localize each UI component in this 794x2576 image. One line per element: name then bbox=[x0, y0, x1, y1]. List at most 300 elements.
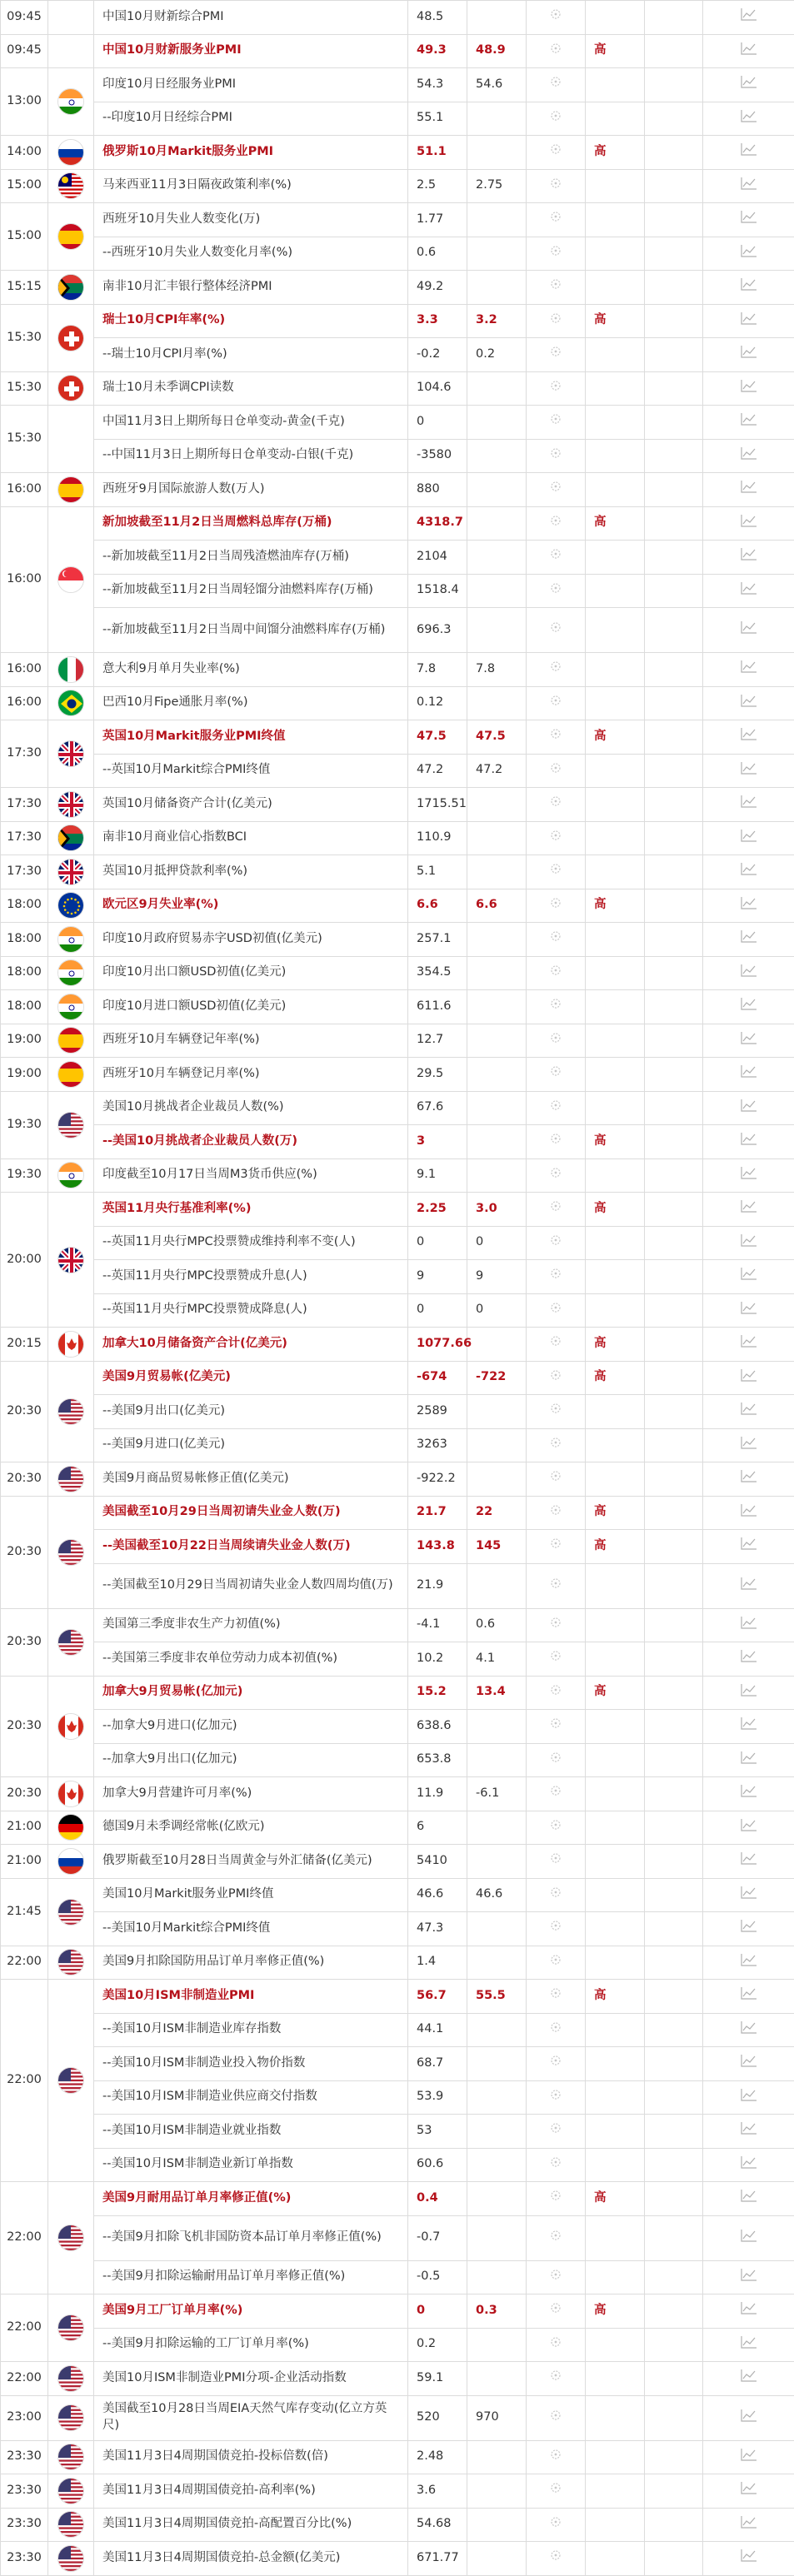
line-chart-icon[interactable] bbox=[741, 1953, 757, 1966]
line-chart-icon[interactable] bbox=[741, 1503, 757, 1517]
importance-dot-icon bbox=[550, 1506, 562, 1519]
chart-link[interactable] bbox=[703, 2440, 794, 2474]
event-name[interactable]: 美国11月3日4周期国债竞拍-高配置百分比(%) bbox=[94, 2508, 408, 2542]
line-chart-icon[interactable] bbox=[741, 2369, 757, 2382]
line-chart-icon[interactable] bbox=[741, 1402, 757, 1415]
event-name[interactable]: 俄罗斯截至10月28日当周黄金与外汇储备(亿美元) bbox=[94, 1845, 408, 1879]
line-chart-icon[interactable] bbox=[741, 581, 757, 595]
chart-link[interactable] bbox=[703, 1260, 794, 1294]
line-chart-icon[interactable] bbox=[741, 1334, 757, 1348]
chart-link[interactable] bbox=[703, 1811, 794, 1845]
actual-value: 68.7 bbox=[408, 2047, 467, 2081]
line-chart-icon[interactable] bbox=[741, 7, 757, 21]
forecast-value bbox=[467, 2508, 527, 2542]
event-name[interactable]: 美国11月3日4周期国债竞拍-高利率(%) bbox=[94, 2474, 408, 2509]
event-name[interactable]: 美国截至10月29日当周初请失业金人数(万) bbox=[94, 1496, 408, 1530]
line-chart-icon[interactable] bbox=[741, 1851, 757, 1865]
actual-value: 21.9 bbox=[408, 1563, 467, 1608]
event-name[interactable]: 美国9月扣除国防用品订单月率修正值(%) bbox=[94, 1946, 408, 1980]
event-name[interactable]: --西班牙10月失业人数变化月率(%) bbox=[94, 237, 408, 271]
country-cell bbox=[48, 2362, 94, 2396]
chart-link[interactable] bbox=[703, 2294, 794, 2329]
actual-value: 2.25 bbox=[408, 1193, 467, 1227]
event-name[interactable]: 新加坡截至11月2日当周燃料总库存(万桶) bbox=[94, 506, 408, 541]
event-name[interactable]: --美国10月ISM非制造业新订单指数 bbox=[94, 2148, 408, 2182]
chart-link[interactable] bbox=[703, 608, 794, 653]
importance-indicator bbox=[527, 889, 586, 923]
line-chart-icon[interactable] bbox=[741, 2020, 757, 2034]
actual-value: 46.6 bbox=[408, 1878, 467, 1912]
chart-link[interactable] bbox=[703, 68, 794, 102]
chart-link[interactable] bbox=[703, 1193, 794, 1227]
chart-link[interactable] bbox=[703, 1428, 794, 1462]
importance-dot-icon bbox=[550, 179, 562, 192]
line-chart-icon[interactable] bbox=[741, 177, 757, 190]
line-chart-icon[interactable] bbox=[741, 311, 757, 325]
table-row bbox=[1, 1563, 794, 1608]
chart-link[interactable] bbox=[703, 2148, 794, 2182]
chart-link[interactable] bbox=[703, 136, 794, 170]
importance-label bbox=[586, 686, 645, 720]
event-name[interactable]: 英国10月Markit服务业PMI终值 bbox=[94, 720, 408, 755]
event-name[interactable]: 印度截至10月17日当周M3货币供应(%) bbox=[94, 1158, 408, 1193]
importance-indicator bbox=[527, 541, 586, 575]
actual-value: 44.1 bbox=[408, 2013, 467, 2047]
chart-link[interactable] bbox=[703, 2474, 794, 2509]
za-flag-icon bbox=[57, 274, 84, 301]
chart-link[interactable] bbox=[703, 506, 794, 541]
line-chart-icon[interactable] bbox=[741, 1166, 757, 1179]
chart-link[interactable] bbox=[703, 2080, 794, 2115]
event-name[interactable]: 美国9月工厂订单月率(%) bbox=[94, 2294, 408, 2329]
event-name[interactable]: 中国11月3日上期所每日仓单变动-黄金(千克) bbox=[94, 406, 408, 440]
actual-value: 0 bbox=[408, 1293, 467, 1328]
importance-indicator bbox=[527, 34, 586, 68]
line-chart-icon[interactable] bbox=[741, 547, 757, 561]
chart-link[interactable] bbox=[703, 754, 794, 788]
chart-link[interactable] bbox=[703, 1125, 794, 1159]
line-chart-icon[interactable] bbox=[741, 862, 757, 875]
line-chart-icon[interactable] bbox=[741, 2121, 757, 2135]
event-name[interactable]: 加拿大9月营建许可月率(%) bbox=[94, 1777, 408, 1811]
event-name[interactable]: 瑞士10月CPI年率(%) bbox=[94, 304, 408, 338]
chart-link[interactable] bbox=[703, 338, 794, 372]
chart-link[interactable] bbox=[703, 1642, 794, 1677]
forecast-value bbox=[467, 541, 527, 575]
event-name[interactable]: 马来西亚11月3日隔夜政策利率(%) bbox=[94, 169, 408, 203]
event-name[interactable]: --新加坡截至11月2日当周中间馏分油燃料库存(万桶) bbox=[94, 608, 408, 653]
line-chart-icon[interactable] bbox=[741, 480, 757, 493]
chart-link[interactable] bbox=[703, 2047, 794, 2081]
event-name[interactable]: 英国10月储备资产合计(亿美元) bbox=[94, 788, 408, 822]
empty-cell bbox=[645, 2395, 703, 2440]
event-name[interactable]: --美国10月挑战者企业裁员人数(万) bbox=[94, 1125, 408, 1159]
event-name[interactable]: 加拿大9月贸易帐(亿加元) bbox=[94, 1676, 408, 1710]
importance-indicator bbox=[527, 304, 586, 338]
event-name[interactable]: --瑞士10月CPI月率(%) bbox=[94, 338, 408, 372]
event-name[interactable]: --加拿大9月出口(亿加元) bbox=[94, 1743, 408, 1777]
chart-link[interactable] bbox=[703, 2215, 794, 2260]
event-name[interactable]: 美国11月3日4周期国债竞拍-投标倍数(倍) bbox=[94, 2440, 408, 2474]
chart-link[interactable] bbox=[703, 1024, 794, 1058]
line-chart-icon[interactable] bbox=[741, 1436, 757, 1449]
chart-link[interactable] bbox=[703, 686, 794, 720]
line-chart-icon[interactable] bbox=[741, 1099, 757, 1112]
country-cell bbox=[48, 1878, 94, 1946]
chart-link[interactable] bbox=[703, 203, 794, 237]
importance-indicator bbox=[527, 1980, 586, 2014]
line-chart-icon[interactable] bbox=[741, 997, 757, 1010]
line-chart-icon[interactable] bbox=[741, 2448, 757, 2461]
event-name[interactable]: --美国9月进口(亿美元) bbox=[94, 1428, 408, 1462]
event-name[interactable]: --美国10月ISM非制造业就业指数 bbox=[94, 2115, 408, 2149]
event-name[interactable]: --英国10月Markit综合PMI终值 bbox=[94, 754, 408, 788]
importance-dot-icon bbox=[550, 212, 562, 226]
empty-cell bbox=[645, 1226, 703, 1260]
event-name[interactable]: --美国截至10月22日当周续请失业金人数(万) bbox=[94, 1530, 408, 1564]
chart-link[interactable] bbox=[703, 1395, 794, 1429]
event-name[interactable]: 印度10月进口额USD初值(亿美元) bbox=[94, 990, 408, 1024]
event-name[interactable]: 西班牙10月车辆登记月率(%) bbox=[94, 1058, 408, 1092]
line-chart-icon[interactable] bbox=[741, 1267, 757, 1280]
importance-dot-icon bbox=[550, 449, 562, 462]
event-name[interactable]: 美国10月ISM非制造业PMI分项-企业活动指数 bbox=[94, 2362, 408, 2396]
line-chart-icon[interactable] bbox=[741, 514, 757, 527]
line-chart-icon[interactable] bbox=[741, 2229, 757, 2242]
line-chart-icon[interactable] bbox=[741, 1683, 757, 1697]
chart-link[interactable] bbox=[703, 889, 794, 923]
chart-link[interactable] bbox=[703, 473, 794, 507]
importance-label bbox=[586, 1260, 645, 1294]
forecast-value: 54.6 bbox=[467, 68, 527, 102]
event-name[interactable]: 美国10月ISM非制造业PMI bbox=[94, 1980, 408, 2014]
event-name[interactable]: --中国11月3日上期所每日仓单变动-白银(千克) bbox=[94, 439, 408, 473]
event-name[interactable]: 加拿大10月储备资产合计(亿美元) bbox=[94, 1328, 408, 1362]
event-name[interactable]: 美国9月商品贸易帐修正值(亿美元) bbox=[94, 1462, 408, 1497]
line-chart-icon[interactable] bbox=[741, 277, 757, 291]
importance-dot-icon bbox=[550, 1404, 562, 1418]
line-chart-icon[interactable] bbox=[741, 1919, 757, 1932]
line-chart-icon[interactable] bbox=[741, 1132, 757, 1145]
chart-link[interactable] bbox=[703, 1845, 794, 1879]
line-chart-icon[interactable] bbox=[741, 727, 757, 740]
table-row bbox=[1, 2080, 794, 2115]
event-name[interactable]: 美国截至10月28日当周EIA天然气库存变动(亿立方英尺) bbox=[94, 2395, 408, 2440]
time-cell: 14:00 bbox=[1, 136, 48, 170]
chart-link[interactable] bbox=[703, 1158, 794, 1193]
chart-link[interactable] bbox=[703, 1608, 794, 1642]
event-name[interactable]: 印度10月政府贸易赤字USD初值(亿美元) bbox=[94, 923, 408, 957]
event-name[interactable]: 俄罗斯10月Markit服务业PMI bbox=[94, 136, 408, 170]
line-chart-icon[interactable] bbox=[741, 75, 757, 88]
chart-link[interactable] bbox=[703, 1361, 794, 1395]
chart-link[interactable] bbox=[703, 1496, 794, 1530]
chart-link[interactable] bbox=[703, 2260, 794, 2294]
chart-link[interactable] bbox=[703, 2182, 794, 2216]
chart-link[interactable] bbox=[703, 304, 794, 338]
chart-link[interactable] bbox=[703, 1226, 794, 1260]
table-row bbox=[1, 608, 794, 653]
event-name[interactable]: 西班牙10月车辆登记年率(%) bbox=[94, 1024, 408, 1058]
importance-indicator bbox=[527, 2362, 586, 2396]
chart-link[interactable] bbox=[703, 855, 794, 889]
chart-link[interactable] bbox=[703, 1091, 794, 1125]
line-chart-icon[interactable] bbox=[741, 1818, 757, 1831]
empty-cell bbox=[645, 2508, 703, 2542]
chart-link[interactable] bbox=[703, 653, 794, 687]
chart-link[interactable] bbox=[703, 821, 794, 855]
event-name[interactable]: 意大利9月单月失业率(%) bbox=[94, 653, 408, 687]
chart-link[interactable] bbox=[703, 1743, 794, 1777]
chart-link[interactable] bbox=[703, 102, 794, 136]
gb-flag-icon bbox=[57, 859, 84, 885]
event-name[interactable]: 印度10月日经服务业PMI bbox=[94, 68, 408, 102]
importance-label: 高 bbox=[586, 136, 645, 170]
line-chart-icon[interactable] bbox=[741, 829, 757, 842]
chart-link[interactable] bbox=[703, 2542, 794, 2576]
event-name[interactable]: --美国9月扣除运输耐用品订单月率修正值(%) bbox=[94, 2260, 408, 2294]
line-chart-icon[interactable] bbox=[741, 1649, 757, 1662]
line-chart-icon[interactable] bbox=[741, 1751, 757, 1764]
chart-link[interactable] bbox=[703, 2115, 794, 2149]
line-chart-icon[interactable] bbox=[741, 1577, 757, 1590]
event-name[interactable]: 德国9月未季调经常帐(亿欧元) bbox=[94, 1811, 408, 1845]
country-cell bbox=[48, 2182, 94, 2294]
country-cell bbox=[48, 304, 94, 371]
chart-link[interactable] bbox=[703, 2395, 794, 2440]
line-chart-icon[interactable] bbox=[741, 964, 757, 977]
line-chart-icon[interactable] bbox=[741, 795, 757, 808]
chart-link[interactable] bbox=[703, 2328, 794, 2362]
event-name[interactable]: 南非10月商业信心指数BCI bbox=[94, 821, 408, 855]
table-row bbox=[1, 1462, 794, 1497]
event-name[interactable]: 中国10月财新服务业PMI bbox=[94, 34, 408, 68]
event-name[interactable]: 美国第三季度非农生产力初值(%) bbox=[94, 1608, 408, 1642]
line-chart-icon[interactable] bbox=[741, 2189, 757, 2202]
line-chart-icon[interactable] bbox=[741, 1301, 757, 1314]
country-cell bbox=[48, 788, 94, 822]
line-chart-icon[interactable] bbox=[741, 210, 757, 223]
event-name[interactable]: 西班牙10月失业人数变化(万) bbox=[94, 203, 408, 237]
chart-link[interactable] bbox=[703, 2508, 794, 2542]
line-chart-icon[interactable] bbox=[741, 42, 757, 55]
chart-link[interactable] bbox=[703, 1530, 794, 1564]
chart-link[interactable] bbox=[703, 1293, 794, 1328]
event-name[interactable]: 中国10月财新综合PMI bbox=[94, 1, 408, 35]
event-name[interactable]: --美国截至10月29日当周初请失业金人数四周均值(万) bbox=[94, 1563, 408, 1608]
event-name[interactable]: --美国10月Markit综合PMI终值 bbox=[94, 1912, 408, 1946]
line-chart-icon[interactable] bbox=[741, 379, 757, 392]
event-name[interactable]: --美国10月ISM非制造业投入物价指数 bbox=[94, 2047, 408, 2081]
importance-label bbox=[586, 1710, 645, 1744]
forecast-value: 0 bbox=[467, 1293, 527, 1328]
time-cell: 18:00 bbox=[1, 956, 48, 990]
event-name[interactable]: 南非10月汇丰银行整体经济PMI bbox=[94, 271, 408, 305]
line-chart-icon[interactable] bbox=[741, 345, 757, 358]
chart-link[interactable] bbox=[703, 1980, 794, 2014]
line-chart-icon[interactable] bbox=[741, 694, 757, 707]
forecast-value bbox=[467, 203, 527, 237]
line-chart-icon[interactable] bbox=[741, 109, 757, 122]
line-chart-icon[interactable] bbox=[741, 1368, 757, 1382]
forecast-value bbox=[467, 1328, 527, 1362]
line-chart-icon[interactable] bbox=[741, 2054, 757, 2067]
forecast-value bbox=[467, 2328, 527, 2362]
country-cell bbox=[48, 2440, 94, 2474]
line-chart-icon[interactable] bbox=[741, 2515, 757, 2529]
line-chart-icon[interactable] bbox=[741, 1616, 757, 1629]
chart-link[interactable] bbox=[703, 720, 794, 755]
chart-link[interactable] bbox=[703, 1912, 794, 1946]
event-name[interactable]: --英国11月央行MPC投票赞成降息(人) bbox=[94, 1293, 408, 1328]
line-chart-icon[interactable] bbox=[741, 446, 757, 460]
chart-link[interactable] bbox=[703, 1777, 794, 1811]
chart-link[interactable] bbox=[703, 406, 794, 440]
importance-dot-icon bbox=[550, 2338, 562, 2351]
event-name[interactable]: --印度10月日经综合PMI bbox=[94, 102, 408, 136]
time-cell: 18:00 bbox=[1, 889, 48, 923]
line-chart-icon[interactable] bbox=[741, 896, 757, 909]
event-name[interactable]: --美国第三季度非农单位劳动力成本初值(%) bbox=[94, 1642, 408, 1677]
line-chart-icon[interactable] bbox=[741, 142, 757, 156]
chart-link[interactable] bbox=[703, 574, 794, 608]
country-cell bbox=[48, 1676, 94, 1777]
event-name[interactable]: 美国10月Markit服务业PMI终值 bbox=[94, 1878, 408, 1912]
event-name[interactable]: --美国10月ISM非制造业供应商交付指数 bbox=[94, 2080, 408, 2115]
importance-dot-icon bbox=[550, 1168, 562, 1182]
chart-link[interactable] bbox=[703, 169, 794, 203]
table-row bbox=[1, 371, 794, 406]
chart-link[interactable] bbox=[703, 1563, 794, 1608]
table-row bbox=[1, 1608, 794, 1642]
time-cell: 09:45 bbox=[1, 1, 48, 35]
event-name[interactable]: 美国11月3日4周期国债竞拍-总金额(亿美元) bbox=[94, 2542, 408, 2576]
event-name[interactable]: --加拿大9月进口(亿加元) bbox=[94, 1710, 408, 1744]
event-name[interactable]: 美国9月贸易帐(亿美元) bbox=[94, 1361, 408, 1395]
chart-link[interactable] bbox=[703, 1710, 794, 1744]
line-chart-icon[interactable] bbox=[741, 620, 757, 634]
time-cell: 20:30 bbox=[1, 1462, 48, 1497]
event-name[interactable]: 欧元区9月失业率(%) bbox=[94, 889, 408, 923]
event-name[interactable]: --新加坡截至11月2日当周残渣燃油库存(万桶) bbox=[94, 541, 408, 575]
line-chart-icon[interactable] bbox=[741, 660, 757, 673]
line-chart-icon[interactable] bbox=[741, 929, 757, 943]
event-name[interactable]: --美国9月扣除运输的工厂订单月率(%) bbox=[94, 2328, 408, 2362]
line-chart-icon[interactable] bbox=[741, 1064, 757, 1078]
event-name[interactable]: 西班牙9月国际旅游人数(万人) bbox=[94, 473, 408, 507]
importance-label: 高 bbox=[586, 1980, 645, 2014]
chart-link[interactable] bbox=[703, 1058, 794, 1092]
line-chart-icon[interactable] bbox=[741, 761, 757, 775]
chart-link[interactable] bbox=[703, 34, 794, 68]
importance-label bbox=[586, 608, 645, 653]
chart-link[interactable] bbox=[703, 2013, 794, 2047]
line-chart-icon[interactable] bbox=[741, 2268, 757, 2281]
event-name[interactable]: --新加坡截至11月2日当周轻馏分油燃料库存(万桶) bbox=[94, 574, 408, 608]
actual-value: 55.1 bbox=[408, 102, 467, 136]
event-name[interactable]: --英国11月央行MPC投票赞成升息(人) bbox=[94, 1260, 408, 1294]
actual-value: 354.5 bbox=[408, 956, 467, 990]
chart-link[interactable] bbox=[703, 439, 794, 473]
empty-cell bbox=[645, 574, 703, 608]
chart-link[interactable] bbox=[703, 371, 794, 406]
actual-value: 1.4 bbox=[408, 1946, 467, 1980]
time-cell: 16:00 bbox=[1, 653, 48, 687]
line-chart-icon[interactable] bbox=[741, 2409, 757, 2422]
country-cell bbox=[48, 2294, 94, 2362]
event-name[interactable]: --美国10月ISM非制造业库存指数 bbox=[94, 2013, 408, 2047]
importance-dot-icon bbox=[550, 77, 562, 91]
chart-link[interactable] bbox=[703, 1676, 794, 1710]
chart-link[interactable] bbox=[703, 1462, 794, 1497]
event-name[interactable]: 瑞士10月未季调CPI读数 bbox=[94, 371, 408, 406]
line-chart-icon[interactable] bbox=[741, 2335, 757, 2349]
forecast-value bbox=[467, 271, 527, 305]
event-name[interactable]: 巴西10月Fipe通胀月率(%) bbox=[94, 686, 408, 720]
line-chart-icon[interactable] bbox=[741, 2155, 757, 2169]
time-cell: 17:30 bbox=[1, 821, 48, 855]
chart-link[interactable] bbox=[703, 1328, 794, 1362]
line-chart-icon[interactable] bbox=[741, 244, 757, 257]
line-chart-icon[interactable] bbox=[741, 1031, 757, 1044]
event-name[interactable]: 印度10月出口额USD初值(亿美元) bbox=[94, 956, 408, 990]
chart-link[interactable] bbox=[703, 788, 794, 822]
event-name[interactable]: --美国9月出口(亿美元) bbox=[94, 1395, 408, 1429]
us-flag-icon bbox=[57, 2478, 84, 2504]
line-chart-icon[interactable] bbox=[741, 1469, 757, 1482]
line-chart-icon[interactable] bbox=[741, 1233, 757, 1247]
event-name[interactable]: 英国10月抵押贷款利率(%) bbox=[94, 855, 408, 889]
line-chart-icon[interactable] bbox=[741, 2088, 757, 2101]
event-name[interactable]: 美国10月挑战者企业裁员人数(%) bbox=[94, 1091, 408, 1125]
line-chart-icon[interactable] bbox=[741, 1537, 757, 1550]
chart-link[interactable] bbox=[703, 1946, 794, 1980]
event-name[interactable]: 美国9月耐用品订单月率修正值(%) bbox=[94, 2182, 408, 2216]
importance-indicator bbox=[527, 2148, 586, 2182]
empty-cell bbox=[645, 1293, 703, 1328]
chart-link[interactable] bbox=[703, 1, 794, 35]
importance-indicator bbox=[527, 1811, 586, 1845]
chart-link[interactable] bbox=[703, 990, 794, 1024]
chart-link[interactable] bbox=[703, 271, 794, 305]
line-chart-icon[interactable] bbox=[741, 1886, 757, 1899]
event-name[interactable]: --英国11月央行MPC投票赞成维持利率不变(人) bbox=[94, 1226, 408, 1260]
event-name[interactable]: --美国9月扣除飞机非国防资本品订单月率修正值(%) bbox=[94, 2215, 408, 2260]
line-chart-icon[interactable] bbox=[741, 1717, 757, 1730]
actual-value: 49.3 bbox=[408, 34, 467, 68]
chart-link[interactable] bbox=[703, 237, 794, 271]
line-chart-icon[interactable] bbox=[741, 412, 757, 426]
table-row bbox=[1, 1777, 794, 1811]
line-chart-icon[interactable] bbox=[741, 2301, 757, 2314]
chart-link[interactable] bbox=[703, 2362, 794, 2396]
table-row bbox=[1, 1361, 794, 1395]
chart-link[interactable] bbox=[703, 1878, 794, 1912]
chart-link[interactable] bbox=[703, 956, 794, 990]
chart-link[interactable] bbox=[703, 923, 794, 957]
line-chart-icon[interactable] bbox=[741, 1199, 757, 1213]
importance-label bbox=[586, 653, 645, 687]
importance-indicator bbox=[527, 2013, 586, 2047]
actual-value: 611.6 bbox=[408, 990, 467, 1024]
line-chart-icon[interactable] bbox=[741, 2549, 757, 2562]
chart-link[interactable] bbox=[703, 541, 794, 575]
importance-indicator bbox=[527, 956, 586, 990]
event-name[interactable]: 英国11月央行基准利率(%) bbox=[94, 1193, 408, 1227]
line-chart-icon[interactable] bbox=[741, 1986, 757, 2000]
line-chart-icon[interactable] bbox=[741, 1784, 757, 1797]
line-chart-icon[interactable] bbox=[741, 2481, 757, 2494]
